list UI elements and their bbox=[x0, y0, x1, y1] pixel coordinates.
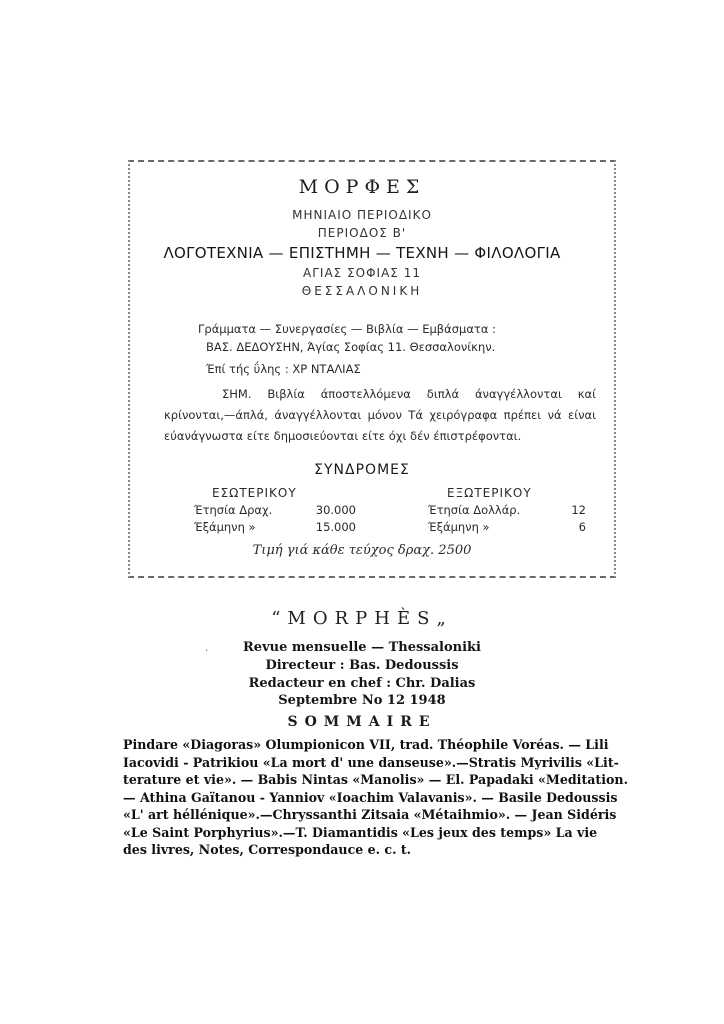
sommaire-heading: SOMMAIRE bbox=[287, 714, 437, 730]
french-issue-date: Septembre No 12 1948 bbox=[278, 693, 446, 708]
toc-line: «L' art héllénique».—Chryssanthi Zitsaia «Métaihmio». — Jean Sidéris bbox=[123, 807, 617, 822]
french-title: “MORPHÈS„ bbox=[271, 608, 453, 629]
foreign-half-label: Έξάμηνη » bbox=[428, 520, 490, 534]
greek-topics: ΛΟΓΟΤΕΧΝΙΑ — ΕΠΙΣΤΗΜΗ — ΤΕΧΝΗ — ΦΙΛΟΛΟΓΙΑ bbox=[163, 244, 561, 262]
toc-line: Iacovidi - Patrikiou «La mort d' une danseuse».—Stratis Myrivilis «Lit- bbox=[123, 754, 619, 770]
french-editor-line: Redacteur en chef : Chr. Dalias bbox=[248, 676, 476, 691]
domestic-half-value: 15.000 bbox=[315, 520, 356, 534]
french-director-line: Directeur : Bas. Dedoussis bbox=[265, 658, 459, 673]
french-revue-line: Revue mensuelle — Thessaloniki bbox=[243, 640, 481, 655]
greek-subtitle: ΜΗΝΙΑΙΟ ΠΕΡΙΟΔΙΚΟ bbox=[292, 208, 432, 222]
foreign-heading: ΕΞΩΤΕΡΙΚΟΥ bbox=[447, 486, 532, 500]
subscriptions-heading: ΣΥΝΔΡΟΜΕΣ bbox=[314, 462, 410, 478]
editor-line: Έπί τής ΰλης : ΧΡ ΝΤΑΛΙΑΣ bbox=[206, 362, 361, 376]
foreign-annual-value: 12 bbox=[571, 503, 586, 517]
issue-price: Τιμή γιά κάθε τεύχος δραχ. 2500 bbox=[252, 543, 472, 558]
correspondence-line-2: ΒΑΣ. ΔΕΔΟΥΣΗΝ, Άγίας Σοφίας 11. Θεσσαλονίκην. bbox=[206, 340, 496, 354]
foreign-annual-label: Έτησία Δολλάρ. bbox=[428, 503, 521, 517]
table-of-contents bbox=[123, 736, 663, 859]
domestic-half-label: Έξάμηνη » bbox=[194, 520, 256, 534]
toc-line: des livres, Notes, Correspondauce e. c. t. bbox=[123, 842, 412, 857]
greek-period: ΠΕΡΙΟΔΟΣ Β' bbox=[317, 226, 407, 240]
foreign-half-value: 6 bbox=[578, 520, 586, 534]
greek-address-street: ΑΓΙΑΣ ΣΟΦΙΑΣ 11 bbox=[303, 266, 421, 280]
toc-line: «Le Saint Porphyrius».—T. Diamantidis «Les jeux des temps» La vie bbox=[123, 824, 598, 840]
domestic-annual-label: Έτησία Δραχ. bbox=[194, 503, 273, 517]
toc-line: — Athina Gaïtanou - Yanniov «Ioachim Valavanis». — Basile Dedoussis bbox=[123, 789, 618, 805]
ink-speck: · bbox=[205, 646, 209, 657]
toc-line: Pindare «Diagoras» Olumpionicon VII, trad. Théophile Voréas. — Lili bbox=[123, 737, 609, 752]
greek-masthead-title: ΜΟΡΦΕΣ bbox=[298, 176, 426, 198]
toc-line: terature et vie». — Babis Nintas «Manolis» — El. Papadaki «Meditation. bbox=[123, 772, 628, 787]
correspondence-line-1: Γράμματα — Συνεργασίες — Βιβλία — Εμβάσματα : bbox=[198, 322, 496, 336]
greek-note: ΣΗΜ. Βιβλία άποστελλόμενα διπλά άναγγέλλονται καί κρίνονται,—άπλά, άναγγέλλονται μόνον Τά χειρόγραφα πρέπει νά είναι εύανάγνωστα είτε δημοσιεύονται είτε όχι δέν έπιστρέφονται. bbox=[164, 387, 596, 443]
greek-address-city: ΘΕΣΣΑΛΟΝΙΚΗ bbox=[301, 284, 423, 298]
domestic-annual-value: 30.000 bbox=[315, 503, 356, 517]
domestic-heading: ΕΣΩΤΕΡΙΚΟΥ bbox=[212, 486, 297, 500]
